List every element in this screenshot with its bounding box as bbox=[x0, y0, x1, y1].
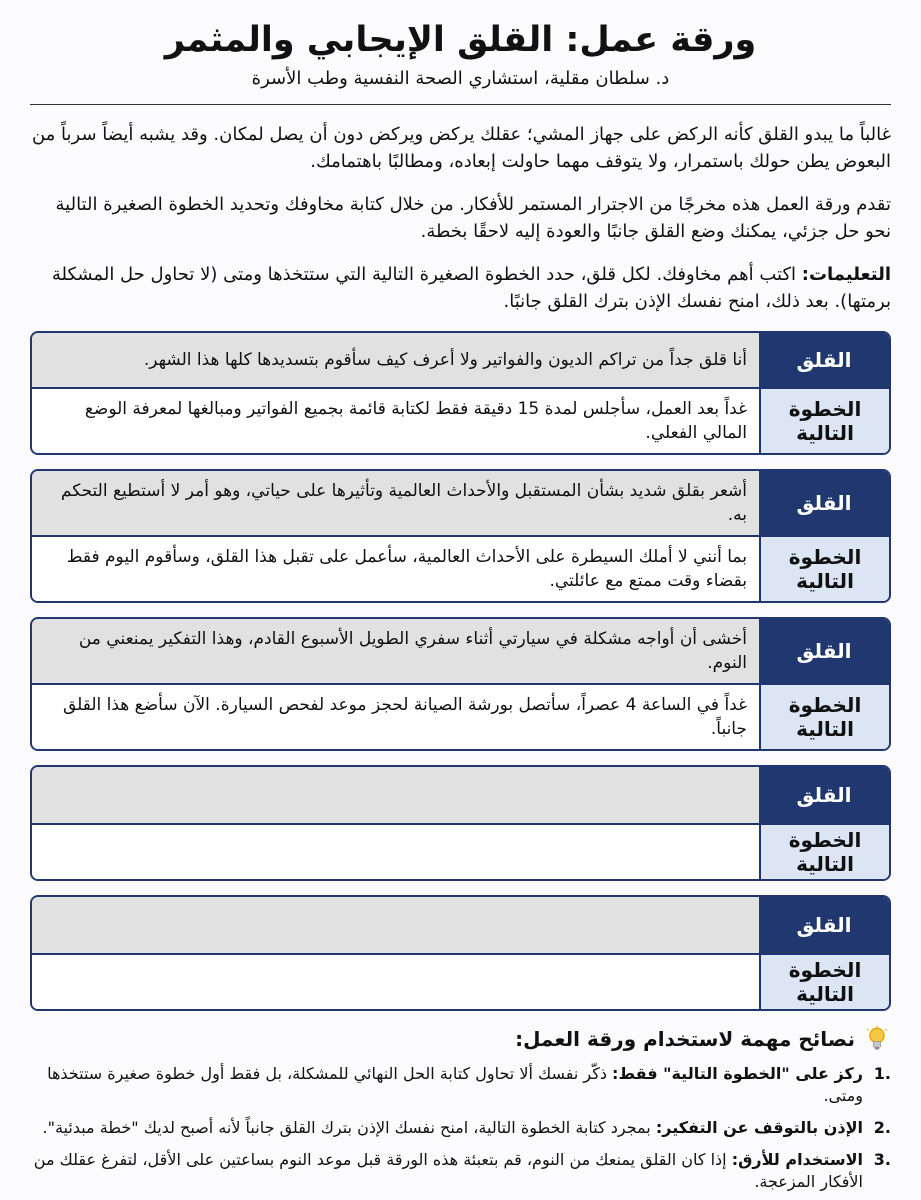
worry-text-value: أخشى أن أواجه مشكلة في سيارتي أثناء سفري الطويل الأسبوع القادم، وهذا التفكير يمنعني من النوم. bbox=[78, 629, 747, 673]
next-step-row bbox=[32, 683, 889, 749]
tips-heading bbox=[30, 1025, 891, 1053]
worry-text[interactable] bbox=[32, 333, 759, 387]
next-step-row bbox=[32, 387, 889, 453]
intro-paragraph-2: تقدم ورقة العمل هذه مخرجًا من الاجترار المستمر للأفكار. من خلال كتابة مخاوفك وتحديد الخطوة الصغيرة التالية نحو حل جزئي، يمكنك وضع القلق جانبًا والعودة إليه لاحقًا بخطة. bbox=[55, 194, 891, 242]
worry-row bbox=[32, 619, 889, 683]
tips-title-text: نصائح مهمة لاستخدام ورقة العمل: bbox=[515, 1027, 855, 1051]
worry-label: القلق bbox=[759, 333, 889, 387]
tip-text: ذكّر نفسك ألا تحاول كتابة الحل النهائي للمشكلة، بل فقط أول خطوة صغيرة ستتخذها ومتى. bbox=[47, 1064, 863, 1105]
tip-body bbox=[30, 1117, 863, 1139]
worry-row bbox=[32, 471, 889, 535]
worry-cards bbox=[30, 331, 891, 1011]
next-step-label: الخطوة التالية bbox=[759, 389, 889, 453]
worry-text-empty[interactable] bbox=[32, 897, 759, 953]
next-step-text-empty[interactable] bbox=[32, 955, 759, 1009]
next-step-row bbox=[32, 953, 889, 1009]
tip-text: إذا كان القلق يمنعك من النوم، قم بتعبئة هذه الورقة قبل موعد النوم بساعتين على الأقل، لتفرغ عقلك من الأفكار المزعجة. bbox=[33, 1150, 863, 1191]
worry-text[interactable] bbox=[32, 619, 759, 683]
tip-body bbox=[30, 1149, 863, 1193]
page-title: ورقة عمل: القلق الإيجابي والمثمر bbox=[164, 20, 757, 60]
worry-card-5 bbox=[30, 895, 891, 1011]
next-step-text[interactable] bbox=[32, 389, 759, 453]
tip-text: بمجرد كتابة الخطوة التالية، امنح نفسك الإذن بترك القلق جانباً لأنه أصبح لديك "خطة مبدئية". bbox=[42, 1118, 651, 1137]
next-step-label: الخطوة التالية bbox=[759, 685, 889, 749]
worry-row bbox=[32, 333, 889, 387]
instructions-label: التعليمات: bbox=[801, 264, 891, 285]
header-divider bbox=[30, 104, 891, 105]
next-step-text-value: غداً بعد العمل، سأجلس لمدة 15 دقيقة فقط لكتابة قائمة بجميع الفواتير ومبالغها لمعرفة الوضع المالي الفعلي. bbox=[84, 399, 747, 443]
instructions bbox=[30, 261, 891, 315]
tip-lead: ركز على "الخطوة التالية" فقط: bbox=[612, 1064, 863, 1083]
tip-lead: الاستخدام للأرق: bbox=[731, 1150, 863, 1169]
next-step-text-empty[interactable] bbox=[32, 825, 759, 879]
next-step-text[interactable] bbox=[32, 685, 759, 749]
worry-text-empty[interactable] bbox=[32, 767, 759, 823]
next-step-text-value: بما أنني لا أملك السيطرة على الأحداث العالمية، سأعمل على تقبل هذا القلق، وسأقوم اليوم فقط بقضاء وقت ممتع مع عائلتي. bbox=[66, 547, 747, 591]
intro-paragraph-1: غالباً ما يبدو القلق كأنه الركض على جهاز المشي؛ عقلك يركض ويركض دون أن يصل لمكان. وقد يشبه أيضاً سرباً من البعوض يطن حولك باستمرار، ولا يتوقف مهما حاولت إبعاده، ومطالبًا باهتمامك. bbox=[31, 124, 891, 172]
worry-label: القلق bbox=[759, 897, 889, 953]
tip-number: .2 bbox=[873, 1118, 891, 1137]
worry-label: القلق bbox=[759, 471, 889, 535]
next-step-text-value: غداً في الساعة 4 عصراً، سأتصل بورشة الصيانة لحجز موعد لفحص السيارة. الآن سأضع هذا القلق جانباً. bbox=[62, 695, 747, 739]
next-step-row bbox=[32, 823, 889, 879]
instructions-text: اكتب أهم مخاوفك. لكل قلق، حدد الخطوة الصغيرة التالية التي ستتخذها ومتى (لا تحاول حل المشكلة برمتها). بعد ذلك، امنح نفسك الإذن بترك القلق جانبًا. bbox=[51, 264, 891, 312]
worry-card-2 bbox=[30, 469, 891, 603]
worry-card-4 bbox=[30, 765, 891, 881]
tip-number: .1 bbox=[873, 1064, 891, 1083]
next-step-text[interactable] bbox=[32, 537, 759, 601]
worry-text-value: أشعر بقلق شديد بشأن المستقبل والأحداث العالمية وتأثيرها على حياتي، وهو أمر لا أستطيع التحكم به. bbox=[60, 481, 747, 525]
worry-text[interactable] bbox=[32, 471, 759, 535]
next-step-row bbox=[32, 535, 889, 601]
next-step-label: الخطوة التالية bbox=[759, 537, 889, 601]
tip-body bbox=[30, 1063, 863, 1107]
tips-section bbox=[30, 1025, 891, 1193]
author-line: د. سلطان مقلية، استشاري الصحة النفسية وطب الأسرة bbox=[251, 68, 670, 89]
tip-item-1 bbox=[30, 1063, 891, 1107]
tip-number: .3 bbox=[873, 1150, 891, 1169]
worry-row bbox=[32, 897, 889, 953]
tip-lead: الإذن بالتوقف عن التفكير: bbox=[655, 1118, 863, 1137]
tip-item-3 bbox=[30, 1149, 891, 1193]
next-step-label: الخطوة التالية bbox=[759, 955, 889, 1009]
worry-text-value: أنا قلق جداً من تراكم الديون والفواتير ولا أعرف كيف سأقوم بتسديدها كلها هذا الشهر. bbox=[143, 350, 747, 370]
next-step-label: الخطوة التالية bbox=[759, 825, 889, 879]
worry-label: القلق bbox=[759, 767, 889, 823]
tip-item-2 bbox=[30, 1117, 891, 1139]
worry-card-1 bbox=[30, 331, 891, 455]
lightbulb-icon bbox=[863, 1025, 891, 1053]
worry-card-3 bbox=[30, 617, 891, 751]
worry-row bbox=[32, 767, 889, 823]
worry-label: القلق bbox=[759, 619, 889, 683]
